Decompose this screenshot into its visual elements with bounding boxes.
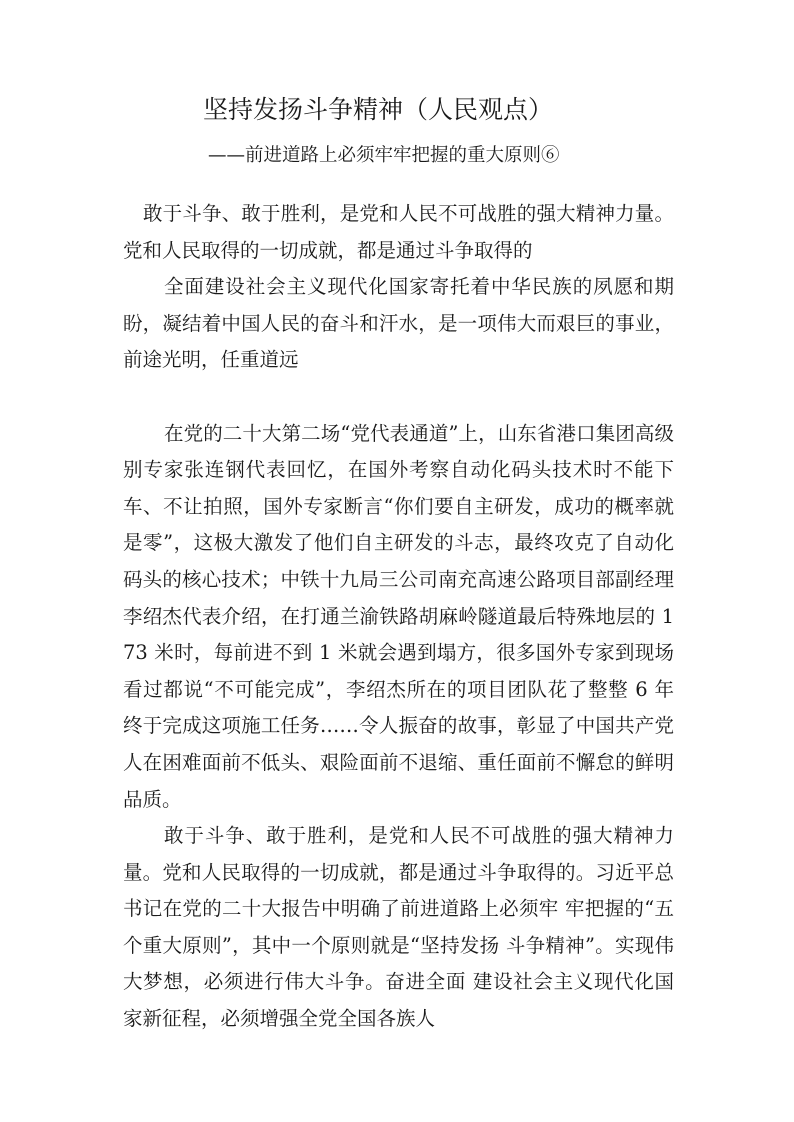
paragraph-intro: 全面建设社会主义现代化国家寄托着中华民族的夙愿和期盼，凝结着中国人民的奋斗和汗水，是一项伟大而艰巨的事业，前途光明，任重道远 — [123, 275, 674, 372]
page-title: 坚持发扬斗争精神（人民观点） — [203, 95, 554, 124]
page-subtitle: ——前进道路上必须牢牢把握的重大原则⑥ — [208, 145, 560, 166]
paragraph-stories: 在党的二十大第二场“党代表通道”上，山东省港口集团高级别专家张连钢代表回忆，在国外考察自动化码头技术时不能下车、不让拍照，国外专家断言“你们要自主研发，成功的概率就是零”，这极大激发了他们自主研发的斗志，最终攻克了自动化码头的核心技术；中铁十九局三公司南充高速公路项目部副经理李绍杰代表介绍，在打通兰渝铁路胡麻岭隧道最后特殊地层的 173 米时，每前进不到 1 米就会遇到塌方，很多国外专家到现场看过都说“不可能完成”，李绍杰所在的项目团队花了整整 6 年终于完成这项施工任务……令人振奋的故事，彰显了中国共产党人在困难面前不低头、艰险面前不退缩、重任面前不懈怠的鲜明品质。 — [123, 421, 674, 811]
article-body — [123, 196, 674, 1038]
paragraph-lead: 敢于斗争、敢于胜利，是党和人民不可战胜的强大精神力量。党和人民取得的一切成就，都是通过斗争取得的 — [123, 202, 674, 262]
paragraph-principle: 敢于斗争、敢于胜利，是党和人民不可战胜的强大精神力量。党和人民取得的一切成就，都是通过斗争取得的。习近平总书记在党的二十大报告中明确了前进道路上必须牢 牢把握的“五个重大原则”，其中一个原则就是“坚持发扬 斗争精神”。实现伟大梦想，必须进行伟大斗争。奋进全面 建设社会主义现代化国家新征程，必须增强全党全国各族人 — [123, 824, 674, 1031]
